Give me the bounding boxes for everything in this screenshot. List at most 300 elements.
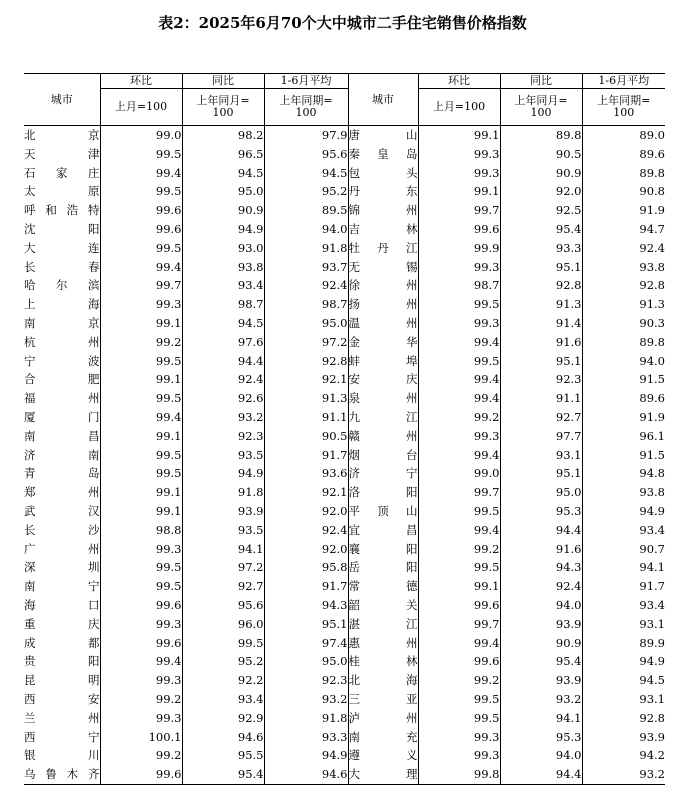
mom-value-left: 99.6: [100, 765, 182, 784]
city-name-left: 银川: [24, 748, 100, 763]
city-name-right: 洛阳: [348, 483, 418, 502]
avg-value-right: 92.4: [582, 239, 665, 258]
yoy-value-left: 94.9: [182, 220, 264, 239]
mom-value-left: 99.5: [100, 145, 182, 164]
avg-value-right: 92.8: [582, 709, 665, 728]
mom-value-left: 99.4: [100, 652, 182, 671]
city-name-left: 沈阳: [24, 221, 100, 236]
avg-value-left: 91.8: [264, 239, 348, 258]
yoy-header-left: 同比: [182, 74, 264, 89]
table-row: [24, 239, 665, 258]
yoy-value-left: 92.6: [182, 389, 264, 408]
yoy-value-left: 95.6: [182, 596, 264, 615]
yoy-value-left: 93.5: [182, 521, 264, 540]
city-name-right: 无锡: [348, 258, 418, 277]
avg-value-left: 98.7: [264, 295, 348, 314]
city-name-right: 湛江: [348, 615, 418, 634]
city-name-left: 重庆: [24, 616, 100, 631]
table-row: [24, 521, 665, 540]
city-name-left: 南京: [24, 315, 100, 330]
city-name-left: 深圳: [24, 560, 100, 575]
city-name-left: 兰州: [24, 710, 100, 725]
avg-value-right: 91.7: [582, 577, 665, 596]
yoy-value-right: 95.3: [500, 728, 582, 747]
yoy-value-left: 92.2: [182, 671, 264, 690]
table-row: [24, 634, 665, 653]
yoy-value-right: 95.4: [500, 652, 582, 671]
yoy-value-right: 95.4: [500, 220, 582, 239]
yoy-value-left: 93.5: [182, 446, 264, 465]
table-row: [24, 765, 665, 784]
avg-value-right: 91.5: [582, 446, 665, 465]
avg-value-left: 92.4: [264, 521, 348, 540]
avg-value-right: 94.5: [582, 671, 665, 690]
mom-value-left: 99.4: [100, 164, 182, 183]
mom-value-left: 99.5: [100, 446, 182, 465]
avg-value-right: 93.4: [582, 596, 665, 615]
yoy-value-right: 93.1: [500, 446, 582, 465]
avg-value-left: 94.5: [264, 164, 348, 183]
yoy-value-right: 91.6: [500, 333, 582, 352]
table-row: [24, 126, 665, 145]
avg-value-right: 89.6: [582, 389, 665, 408]
table-row: [24, 690, 665, 709]
yoy-value-left: 94.6: [182, 728, 264, 747]
table-row: [24, 596, 665, 615]
avg-value-right: 93.9: [582, 728, 665, 747]
yoy-value-left: 98.2: [182, 126, 264, 145]
yoy-value-left: 94.9: [182, 464, 264, 483]
mom-value-right: 99.4: [418, 446, 500, 465]
avg-value-left: 97.9: [264, 126, 348, 145]
mom-value-left: 99.3: [100, 709, 182, 728]
yoy-value-right: 91.4: [500, 314, 582, 333]
yoy-value-right: 95.1: [500, 464, 582, 483]
avg-value-left: 92.1: [264, 370, 348, 389]
city-name-right: 九江: [348, 408, 418, 427]
city-name-right: 吉林: [348, 220, 418, 239]
avg-value-left: 97.2: [264, 333, 348, 352]
city-name-right: 烟台: [348, 446, 418, 465]
mom-value-right: 99.3: [418, 746, 500, 765]
mom-value-right: 99.5: [418, 709, 500, 728]
yoy-value-left: 93.0: [182, 239, 264, 258]
yoy-value-right: 95.1: [500, 352, 582, 371]
yoy-value-right: 90.9: [500, 634, 582, 653]
avg-value-right: 90.8: [582, 182, 665, 201]
yoy-value-left: 96.5: [182, 145, 264, 164]
city-name-right: 常德: [348, 577, 418, 596]
mom-value-left: 99.5: [100, 577, 182, 596]
avg-value-right: 91.3: [582, 295, 665, 314]
avg-value-right: 93.8: [582, 483, 665, 502]
city-name-left: 济南: [24, 447, 100, 462]
city-name-left: 南昌: [24, 428, 100, 443]
mom-value-right: 99.6: [418, 220, 500, 239]
mom-value-right: 99.2: [418, 671, 500, 690]
avg-value-right: 94.7: [582, 220, 665, 239]
avg-value-left: 95.6: [264, 145, 348, 164]
table-row: [24, 276, 665, 295]
table-row: [24, 258, 665, 277]
avg-value-right: 93.4: [582, 521, 665, 540]
mom-header-left: 环比: [100, 74, 182, 89]
table-row: [24, 446, 665, 465]
city-name-left: 杭州: [24, 334, 100, 349]
avg-value-right: 96.1: [582, 427, 665, 446]
mom-value-right: 99.7: [418, 615, 500, 634]
avg-value-right: 94.0: [582, 352, 665, 371]
page-title: 表2：2025年6月70个大中城市二手住宅销售价格指数: [158, 14, 527, 32]
city-header-right: 城市: [348, 74, 418, 126]
yoy-value-left: 97.6: [182, 333, 264, 352]
yoy-value-right: 94.0: [500, 746, 582, 765]
yoy-value-left: 92.7: [182, 577, 264, 596]
avg-value-left: 93.3: [264, 728, 348, 747]
mom-value-right: 99.4: [418, 333, 500, 352]
mom-value-right: 99.4: [418, 634, 500, 653]
table-row: [24, 577, 665, 596]
avg-value-left: 91.7: [264, 446, 348, 465]
yoy-value-left: 92.3: [182, 427, 264, 446]
mom-value-right: 99.6: [418, 652, 500, 671]
city-name-left: 西安: [24, 691, 100, 706]
avg-value-right: 94.9: [582, 652, 665, 671]
city-name-right: 北海: [348, 671, 418, 690]
mom-value-right: 99.3: [418, 728, 500, 747]
yoy-value-right: 92.0: [500, 182, 582, 201]
yoy-value-right: 92.4: [500, 577, 582, 596]
yoy-value-left: 94.5: [182, 164, 264, 183]
avg-value-right: 91.9: [582, 201, 665, 220]
yoy-value-right: 93.2: [500, 690, 582, 709]
city-name-right: 宜昌: [348, 521, 418, 540]
mom-value-left: 99.2: [100, 746, 182, 765]
mom-value-left: 99.1: [100, 314, 182, 333]
avg-value-left: 95.1: [264, 615, 348, 634]
city-header-left: 城市: [24, 74, 100, 126]
avg-value-right: 90.3: [582, 314, 665, 333]
yoy-value-right: 94.3: [500, 558, 582, 577]
mom-value-left: 99.2: [100, 333, 182, 352]
avg-value-left: 92.1: [264, 483, 348, 502]
yoy-value-right: 92.7: [500, 408, 582, 427]
city-name-right: 泸州: [348, 709, 418, 728]
avg-value-right: 93.8: [582, 258, 665, 277]
city-name-left: 乌鲁木齐: [24, 767, 100, 782]
avg-value-left: 95.8: [264, 558, 348, 577]
mom-header-right: 环比: [418, 74, 500, 89]
yoy-value-left: 95.2: [182, 652, 264, 671]
city-name-left: 西宁: [24, 729, 100, 744]
avg-value-left: 91.8: [264, 709, 348, 728]
mom-value-left: 99.5: [100, 389, 182, 408]
yoy-value-left: 92.9: [182, 709, 264, 728]
table-row: [24, 314, 665, 333]
city-name-left: 贵阳: [24, 654, 100, 669]
city-name-left: 长沙: [24, 522, 100, 537]
avg-value-left: 94.0: [264, 220, 348, 239]
yoy-value-right: 95.1: [500, 258, 582, 277]
mom-value-right: 98.7: [418, 276, 500, 295]
mom-value-left: 99.3: [100, 615, 182, 634]
yoy-value-left: 95.0: [182, 182, 264, 201]
yoy-base-right: 上年同月=100: [500, 89, 582, 126]
mom-value-right: 99.3: [418, 427, 500, 446]
mom-value-left: 99.6: [100, 201, 182, 220]
mom-value-right: 99.2: [418, 408, 500, 427]
avg-value-left: 92.4: [264, 276, 348, 295]
table-row: [24, 671, 665, 690]
avg-value-right: 89.8: [582, 333, 665, 352]
city-name-right: 韶关: [348, 596, 418, 615]
yoy-value-left: 98.7: [182, 295, 264, 314]
avg-base-left: 上年同期=100: [264, 89, 348, 126]
yoy-value-left: 92.4: [182, 370, 264, 389]
avg-value-right: 90.7: [582, 540, 665, 559]
avg-value-left: 94.9: [264, 746, 348, 765]
mom-value-right: 99.4: [418, 389, 500, 408]
city-name-right: 锦州: [348, 201, 418, 220]
city-name-left: 哈尔滨: [24, 278, 100, 293]
mom-value-left: 99.0: [100, 126, 182, 145]
table-row: [24, 164, 665, 183]
table-row: [24, 408, 665, 427]
avg-value-right: 89.8: [582, 164, 665, 183]
yoy-value-left: 93.9: [182, 502, 264, 521]
avg-value-right: 94.1: [582, 558, 665, 577]
mom-value-right: 99.7: [418, 483, 500, 502]
avg-value-left: 95.2: [264, 182, 348, 201]
city-name-left: 昆明: [24, 673, 100, 688]
mom-value-left: 99.1: [100, 427, 182, 446]
yoy-value-left: 95.5: [182, 746, 264, 765]
mom-value-right: 99.9: [418, 239, 500, 258]
city-name-right: 三亚: [348, 690, 418, 709]
city-name-left: 上海: [24, 297, 100, 312]
table-row: [24, 540, 665, 559]
avg-header-left: 1-6月平均: [264, 74, 348, 89]
city-name-left: 长春: [24, 259, 100, 274]
mom-value-left: 98.8: [100, 521, 182, 540]
table-row: [24, 709, 665, 728]
avg-value-right: 92.8: [582, 276, 665, 295]
yoy-value-right: 91.3: [500, 295, 582, 314]
mom-value-right: 99.1: [418, 577, 500, 596]
avg-header-right: 1-6月平均: [582, 74, 665, 89]
yoy-value-left: 95.4: [182, 765, 264, 784]
yoy-value-left: 96.0: [182, 615, 264, 634]
mom-value-right: 99.5: [418, 690, 500, 709]
table-row: [24, 182, 665, 201]
table-row: [24, 652, 665, 671]
avg-value-left: 91.7: [264, 577, 348, 596]
city-name-right: 平顶山: [348, 502, 418, 521]
yoy-value-right: 90.9: [500, 164, 582, 183]
mom-value-left: 99.1: [100, 502, 182, 521]
yoy-value-right: 93.9: [500, 615, 582, 634]
table-row: [24, 483, 665, 502]
city-name-right: 泉州: [348, 389, 418, 408]
yoy-value-right: 94.4: [500, 521, 582, 540]
city-name-left: 北京: [24, 128, 100, 142]
mom-value-left: 99.5: [100, 464, 182, 483]
yoy-value-right: 90.5: [500, 145, 582, 164]
mom-value-right: 99.5: [418, 558, 500, 577]
mom-value-left: 99.3: [100, 295, 182, 314]
table-row: [24, 728, 665, 747]
price-index-table: [24, 73, 665, 785]
city-name-right: 唐山: [348, 126, 418, 145]
table-row: [24, 295, 665, 314]
mom-value-right: 99.7: [418, 201, 500, 220]
mom-value-right: 99.1: [418, 182, 500, 201]
mom-value-left: 99.6: [100, 634, 182, 653]
avg-value-right: 94.9: [582, 502, 665, 521]
mom-value-right: 99.3: [418, 258, 500, 277]
yoy-value-left: 94.5: [182, 314, 264, 333]
yoy-value-left: 94.4: [182, 352, 264, 371]
city-name-left: 宁波: [24, 353, 100, 368]
mom-value-left: 99.5: [100, 182, 182, 201]
city-name-left: 福州: [24, 391, 100, 406]
yoy-value-right: 95.3: [500, 502, 582, 521]
mom-value-right: 99.1: [418, 126, 500, 145]
mom-value-right: 99.0: [418, 464, 500, 483]
table-row: [24, 389, 665, 408]
mom-value-right: 99.4: [418, 370, 500, 389]
mom-value-left: 99.5: [100, 239, 182, 258]
table-row: [24, 502, 665, 521]
city-name-right: 秦皇岛: [348, 145, 418, 164]
mom-value-left: 99.4: [100, 258, 182, 277]
yoy-value-left: 90.9: [182, 201, 264, 220]
city-name-right: 扬州: [348, 295, 418, 314]
yoy-value-left: 94.1: [182, 540, 264, 559]
avg-value-right: 89.6: [582, 145, 665, 164]
avg-value-left: 93.7: [264, 258, 348, 277]
city-name-right: 包头: [348, 164, 418, 183]
avg-value-left: 91.1: [264, 408, 348, 427]
avg-value-left: 92.3: [264, 671, 348, 690]
mom-value-right: 99.8: [418, 765, 500, 784]
avg-value-right: 93.2: [582, 765, 665, 784]
avg-value-left: 92.8: [264, 352, 348, 371]
yoy-value-left: 93.4: [182, 276, 264, 295]
city-name-left: 呼和浩特: [24, 203, 100, 218]
table-row: [24, 201, 665, 220]
mom-value-right: 99.3: [418, 314, 500, 333]
yoy-value-left: 93.8: [182, 258, 264, 277]
table-row: [24, 333, 665, 352]
mom-value-left: 99.4: [100, 408, 182, 427]
table-body: [24, 126, 665, 785]
mom-value-left: 99.2: [100, 690, 182, 709]
avg-value-right: 94.8: [582, 464, 665, 483]
mom-base-right: 上月=100: [418, 89, 500, 126]
yoy-value-right: 91.1: [500, 389, 582, 408]
avg-value-right: 93.1: [582, 690, 665, 709]
city-name-right: 桂林: [348, 652, 418, 671]
city-name-right: 金华: [348, 333, 418, 352]
avg-value-right: 94.2: [582, 746, 665, 765]
avg-value-left: 89.5: [264, 201, 348, 220]
mom-value-right: 99.5: [418, 502, 500, 521]
avg-value-right: 93.1: [582, 615, 665, 634]
yoy-value-left: 93.2: [182, 408, 264, 427]
mom-value-right: 99.3: [418, 164, 500, 183]
table-row: [24, 464, 665, 483]
avg-value-left: 94.6: [264, 765, 348, 784]
table-row: [24, 615, 665, 634]
mom-value-right: 99.2: [418, 540, 500, 559]
yoy-value-right: 94.4: [500, 765, 582, 784]
yoy-value-left: 93.4: [182, 690, 264, 709]
city-name-right: 济宁: [348, 464, 418, 483]
table-row: [24, 558, 665, 577]
city-name-left: 合肥: [24, 372, 100, 387]
city-name-left: 天津: [24, 146, 100, 161]
yoy-value-left: 97.2: [182, 558, 264, 577]
city-name-left: 海口: [24, 597, 100, 612]
mom-value-left: 99.1: [100, 370, 182, 389]
city-name-right: 南充: [348, 728, 418, 747]
city-name-left: 郑州: [24, 485, 100, 500]
table-row: [24, 220, 665, 239]
city-name-right: 襄阳: [348, 540, 418, 559]
avg-value-left: 92.0: [264, 540, 348, 559]
city-name-right: 温州: [348, 314, 418, 333]
avg-value-left: 92.0: [264, 502, 348, 521]
yoy-value-right: 94.0: [500, 596, 582, 615]
mom-value-left: 99.6: [100, 220, 182, 239]
city-name-left: 太原: [24, 184, 100, 199]
table-row: [24, 352, 665, 371]
city-name-right: 牡丹江: [348, 239, 418, 258]
city-name-left: 厦门: [24, 409, 100, 424]
city-name-left: 青岛: [24, 466, 100, 481]
yoy-value-right: 92.5: [500, 201, 582, 220]
city-name-left: 南宁: [24, 579, 100, 594]
yoy-value-right: 97.7: [500, 427, 582, 446]
avg-value-right: 89.9: [582, 634, 665, 653]
yoy-value-right: 92.8: [500, 276, 582, 295]
mom-value-left: 99.7: [100, 276, 182, 295]
mom-value-left: 99.3: [100, 540, 182, 559]
avg-value-left: 94.3: [264, 596, 348, 615]
yoy-value-right: 92.3: [500, 370, 582, 389]
table-row: [24, 145, 665, 164]
yoy-value-left: 91.8: [182, 483, 264, 502]
mom-value-left: 100.1: [100, 728, 182, 747]
avg-value-left: 95.0: [264, 652, 348, 671]
table-row: [24, 427, 665, 446]
yoy-base-left: 上年同月=100: [182, 89, 264, 126]
avg-value-left: 93.6: [264, 464, 348, 483]
avg-value-left: 93.2: [264, 690, 348, 709]
table-header: [24, 74, 665, 126]
mom-value-left: 99.3: [100, 671, 182, 690]
city-name-right: 赣州: [348, 427, 418, 446]
yoy-value-right: 94.1: [500, 709, 582, 728]
yoy-value-right: 91.6: [500, 540, 582, 559]
city-name-right: 丹东: [348, 182, 418, 201]
avg-value-left: 95.0: [264, 314, 348, 333]
avg-value-right: 91.5: [582, 370, 665, 389]
table-row: [24, 370, 665, 389]
avg-value-right: 89.0: [582, 126, 665, 145]
mom-value-left: 99.1: [100, 483, 182, 502]
